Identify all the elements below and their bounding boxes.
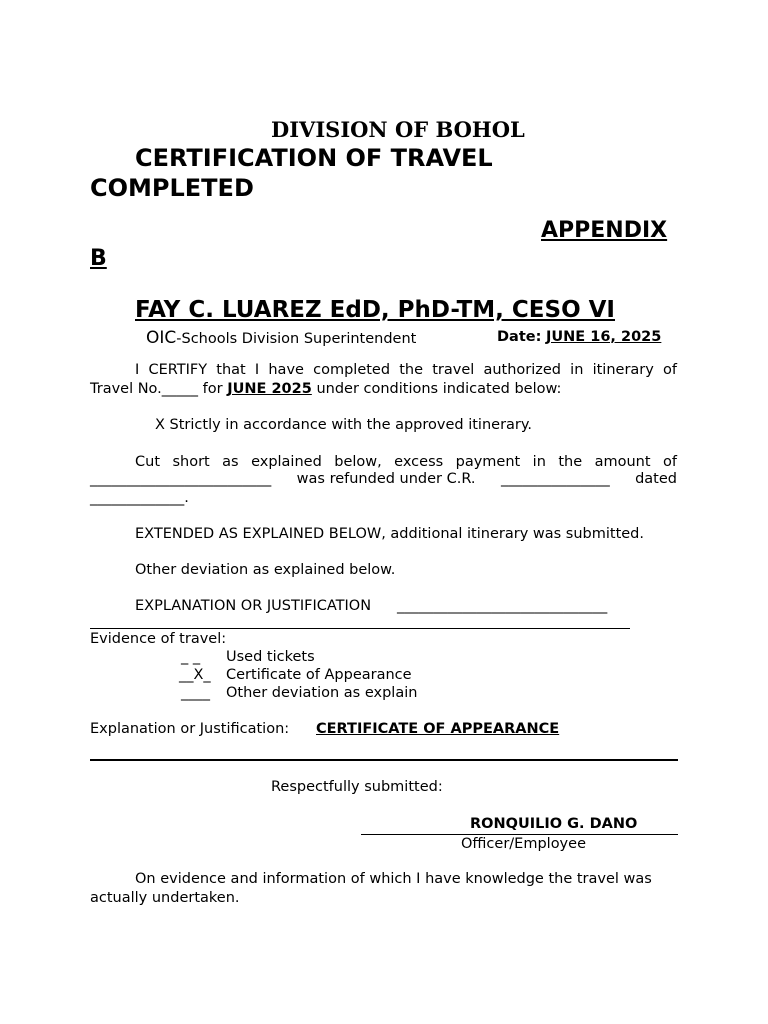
evidence-mark-other: ____ bbox=[181, 685, 210, 701]
amount-blank: _________________________ bbox=[90, 471, 272, 487]
evidence-label: Evidence of travel: bbox=[90, 631, 227, 647]
date-blank: _____________. bbox=[90, 490, 189, 506]
date-field bbox=[497, 329, 661, 345]
title-line-1: CERTIFICATION OF TRAVEL bbox=[135, 144, 493, 172]
cr-blank: _______________ bbox=[500, 471, 610, 487]
justification-rule bbox=[90, 759, 678, 761]
conditions-text: under conditions indicated below: bbox=[316, 381, 562, 397]
oic-label: OIC bbox=[146, 328, 177, 348]
evidence-text-tickets: Used tickets bbox=[226, 649, 315, 665]
justification-label: Explanation or Justification: bbox=[90, 721, 290, 737]
date-label: Date: bbox=[497, 329, 542, 345]
justification-value: CERTIFICATE OF APPEARANCE bbox=[316, 721, 560, 737]
explanation-rule bbox=[90, 628, 630, 629]
closing-line-2: actually undertaken. bbox=[90, 890, 240, 906]
option-strict: X Strictly in accordance with the approved itinerary. bbox=[155, 417, 532, 433]
certify-line-1: I CERTIFY that I have completed the travel authorized in itinerary of bbox=[135, 362, 677, 378]
employee-role: Officer/Employee bbox=[461, 836, 586, 852]
evidence-text-other: Other deviation as explain bbox=[226, 685, 418, 701]
closing-line-1: On evidence and information of which I have knowledge the travel was bbox=[135, 871, 652, 887]
title-line-2: COMPLETED bbox=[90, 174, 254, 202]
option-cut-short-line-2 bbox=[90, 471, 677, 487]
evidence-mark-appearance: __X_ bbox=[179, 667, 211, 683]
division-heading: DIVISION OF BOHOL bbox=[271, 117, 525, 142]
evidence-mark-tickets: _ _ bbox=[181, 649, 201, 665]
appendix-label: APPENDIX bbox=[541, 218, 668, 243]
option-cut-short-line-1: Cut short as explained below, excess payment in the amount of bbox=[135, 454, 677, 470]
travel-month: JUNE 2025 bbox=[227, 381, 312, 397]
certify-line-2 bbox=[90, 381, 561, 397]
superintendent-position bbox=[146, 328, 416, 348]
dated-text: dated bbox=[635, 471, 677, 487]
position-label: -Schools Division Superintendent bbox=[176, 331, 417, 347]
explanation-blank: _____________________________ bbox=[397, 598, 608, 614]
employee-name: RONQUILIO G. DANO bbox=[470, 816, 638, 832]
option-other: Other deviation as explained below. bbox=[135, 562, 396, 578]
date-value: JUNE 16, 2025 bbox=[546, 329, 662, 345]
option-extended: EXTENDED AS EXPLAINED BELOW, additional itinerary was submitted. bbox=[135, 526, 644, 542]
evidence-text-appearance: Certificate of Appearance bbox=[226, 667, 412, 683]
superintendent-name: FAY C. LUAREZ EdD, PhD-TM, CESO VI bbox=[135, 297, 615, 323]
appendix-letter: B bbox=[90, 246, 107, 271]
travel-no-text: Travel No._____ for bbox=[90, 381, 223, 397]
refunded-text: was refunded under C.R. bbox=[296, 471, 476, 487]
respectfully-submitted: Respectfully submitted: bbox=[271, 779, 443, 795]
signature-line bbox=[361, 834, 678, 835]
explanation-label: EXPLANATION OR JUSTIFICATION bbox=[135, 598, 372, 614]
